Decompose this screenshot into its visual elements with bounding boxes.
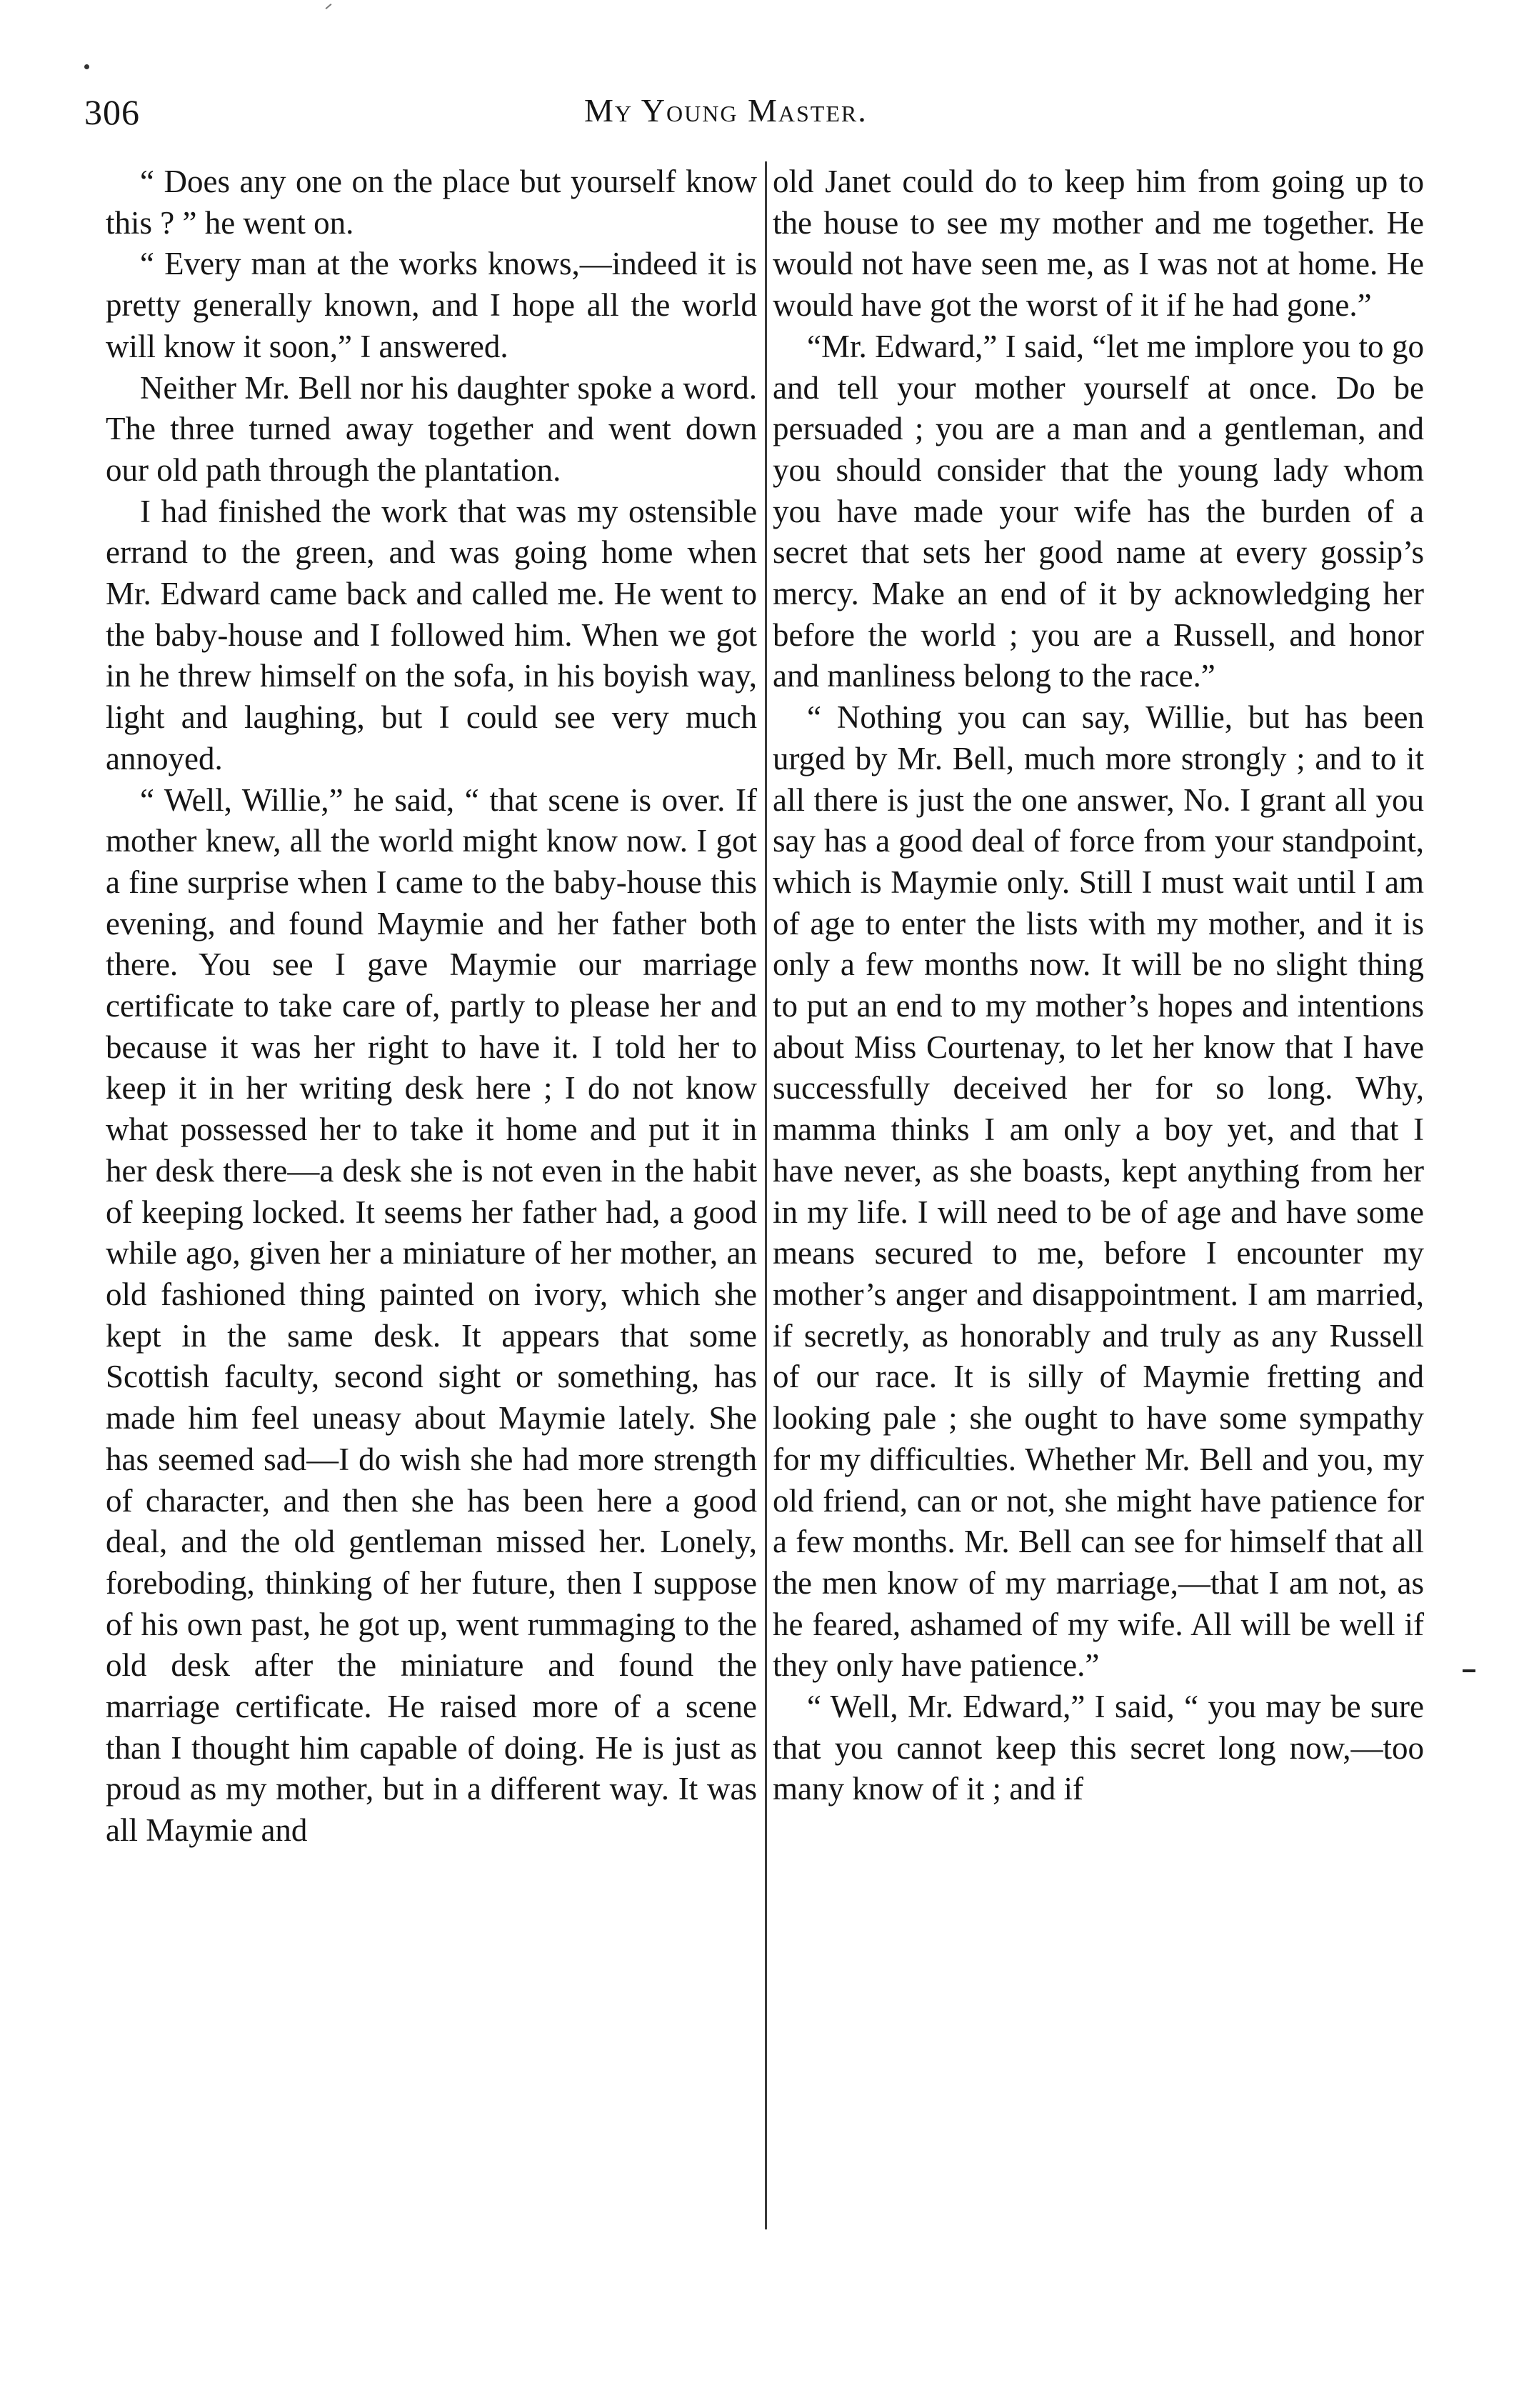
paragraph: “ Well, Willie,” he said, “ that scene is over. If mother knew, all the world might know now. I got a fine surprise when I came to the baby-house this evening, and found Maymie and her father both there. You see I gave Maymie our marriage certificate to take care of, partly to please her and because it was her right to have it. I told her to keep it in her writing desk here ; I do not know what possessed her to take it home and put it in her desk there—a desk she is not even in the habit of keeping locked. It seems her father had, a good while ago, given her a miniature of her mother, an old fashioned thing painted on ivory, which she kept in the same desk. It appears that some Scottish faculty, second sight or something, has made him feel uneasy about Maymie lately. She has seemed sad—I do wish she had more strength of character, and then she has been here a good deal, and the old gentleman missed her. Lonely, foreboding, thinking of her future, then I suppose of his own past, he got up, went rummaging to the old desk after the miniature and found the marriage certificate. He raised more of a scene than I thought him capable of doing. He is just as proud as my mother, but in a different way. It was all Maymie and: [106, 781, 757, 1849]
paragraph: “Mr. Edward,” I said, “let me implore you to go and tell your mother yourself at once. Do be persuaded ; you are a man and a gentleman, and you should consider that the young lady whom you have made your wife has the burden of a secret that sets her good name at every gossip’s mercy. Make an end of it by acknowledging her before the world ; you are a Russell, and honor and manliness belong to the race.”: [773, 328, 1424, 694]
running-title: My Young Master.: [584, 92, 868, 129]
paragraph: “ Does any one on the place but yourself know this ? ” he went on.: [106, 164, 757, 241]
left-text-column: [106, 161, 757, 1852]
margin-dash-mark: [1463, 1669, 1475, 1672]
right-text-column: [773, 161, 1424, 1810]
paragraph: “ Nothing you can say, Willie, but has been urged by Mr. Bell, much more strongly ; and to it all there is just the one answer, No. I grant all you say has a good deal of force from your standpoint, which is Maymie only. Still I must wait until I am of age to enter the lists with my mother, and it is only a few months now. It will be no slight thing to put an end to my mother’s hopes and intentions about Miss Courtenay, to let her know that I have successfully deceived her for so long. Why, mamma thinks I am only a boy yet, and that I have never, as she boasts, kept anything from her in my life. I will need to be of age and have some means secured to me, before I encounter my mother’s anger and disappointment. I am married, if secretly, as honorably and truly as any Russell of our race. It is silly of Maymie fretting and looking pale ; she ought to have some sympathy for my difficulties. Whether Mr. Bell and you, my old friend, can or not, she might have patience for a few months. Mr. Bell can see for himself that all the men know of my marriage,—that I am not, as he feared, ashamed of my wife. All will be well if they only have patience.”: [773, 699, 1424, 1684]
paragraph: “ Every man at the works knows,—indeed it is pretty generally known, and I hope all the world will know it soon,” I answered.: [106, 246, 757, 364]
stray-ink-dot: [84, 64, 89, 69]
paragraph: old Janet could do to keep him from going up to the house to see my mother and me together. He would not have seen me, as I was not at home. He would have got the worst of it if he had gone.”: [773, 164, 1424, 324]
column-divider: [765, 161, 767, 2229]
paragraph: Neither Mr. Bell nor his daughter spoke a word. The three turned away together and went down our old path through the plantation.: [106, 369, 757, 488]
page-number: 306: [84, 92, 140, 132]
stray-pen-mark: [326, 4, 332, 9]
page-header: [84, 84, 1441, 141]
paragraph: I had finished the work that was my ostensible errand to the green, and was going home when Mr. Edward came back and called me. He went to the baby-house and I followed him. When we got in he threw himself on the sofa, in his boyish way, light and laughing, but I could see very much annoyed.: [106, 493, 757, 776]
paragraph: “ Well, Mr. Edward,” I said, “ you may be sure that you cannot keep this secret long now,—too many know of it ; and if: [773, 1689, 1424, 1807]
